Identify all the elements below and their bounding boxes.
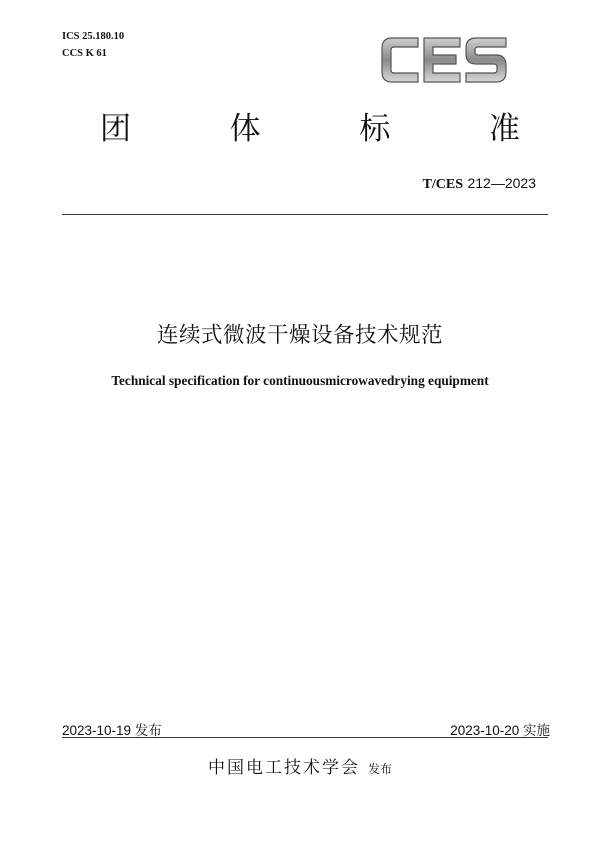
standard-number-value: 212—2023: [467, 175, 536, 191]
document-title-chinese: 连续式微波干燥设备技术规范: [156, 323, 443, 348]
publisher-suffix: 发布: [367, 762, 392, 776]
top-divider: [62, 214, 548, 215]
bottom-divider: [62, 737, 548, 738]
implementation-date: 2023-10-20 实施: [450, 723, 550, 738]
standard-number: [423, 175, 536, 193]
standard-number-prefix: T/CES: [422, 177, 464, 192]
ces-logo: [378, 30, 512, 88]
classification-codes: [62, 28, 124, 62]
ics-code: ICS 25.180.10: [62, 31, 125, 42]
heading-char: 准: [488, 111, 520, 147]
heading-char: 体: [229, 111, 261, 147]
issue-date: 2023-10-19 发布: [62, 723, 162, 738]
publisher: [0, 753, 600, 778]
document-title-english: Technical specification for continuousmicrowavedrying equipment: [111, 373, 489, 388]
heading-char: 标: [359, 111, 391, 147]
publisher-name: 中国电工技术学会: [207, 758, 360, 778]
heading-char: 团: [100, 111, 131, 147]
standard-type-heading: [100, 103, 520, 148]
ccs-code: CCS K 61: [62, 48, 107, 59]
